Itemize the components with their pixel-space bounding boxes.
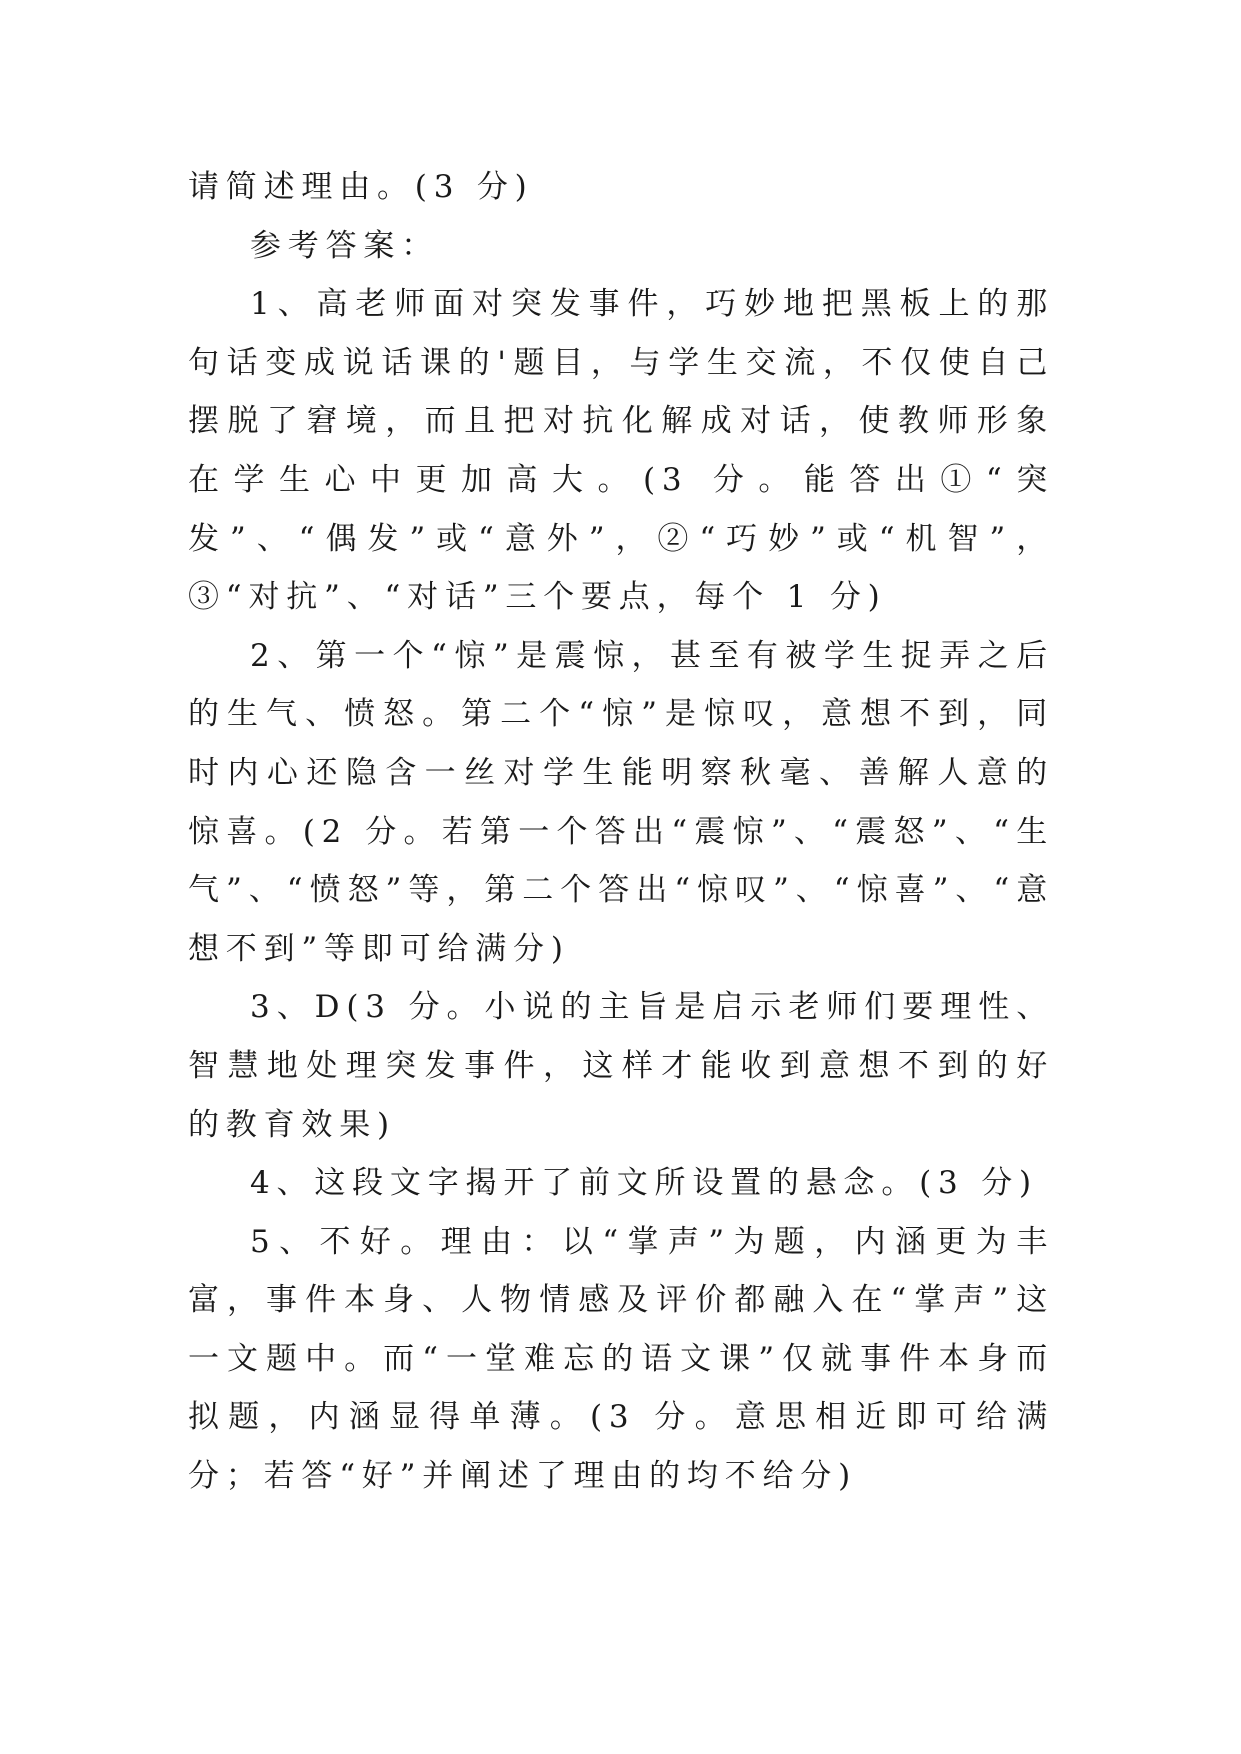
question-tail-paragraph: 请简述理由。(3 分) [188, 169, 534, 205]
answer-2-paragraph: 2、第一个“惊”是震惊，甚至有被学生捉弄之后的生气、愤怒。第二个“惊”是惊叹，意想不到，同时内心还隐含一丝对学生能明察秋毫、善解人意的惊喜。(2 分。若第一个答出“震惊”、“震怒”、“生气”、“愤怒”等，第二个答出“惊叹”、“惊喜”、“意想不到”等即可给满分) [188, 637, 1054, 967]
document-body [188, 158, 1054, 1506]
answer-key-heading: 参考答案： [250, 227, 439, 264]
answer-1-paragraph: 1、高老师面对突发事件，巧妙地把黑板上的那句话变成说话课的'题目，与学生交流，不仅使自己摆脱了窘境，而且把对抗化解成对话，使教师形象在学生心中更加高大。(3 分。能答出①“突发”、“偶发”或“意外”，②“巧妙”或“机智”，③“对抗”、“对话”三个要点，每个 1 分) [188, 286, 1054, 616]
answer-3-paragraph: 3、D(3 分。小说的主旨是启示老师们要理性、智慧地处理突发事件，这样才能收到意想不到的好的教育效果) [188, 989, 1054, 1143]
answer-5-paragraph: 5、不好。理由：以“掌声”为题，内涵更为丰富，事件本身、人物情感及评价都融入在“掌声”这一文题中。而“一堂难忘的语文课”仅就事件本身而拟题，内涵显得单薄。(3 分。意思相近即可给满分；若答“好”并阐述了理由的均不给分) [188, 1223, 1054, 1495]
answer-4-paragraph: 4、这段文字揭开了前文所设置的悬念。(3 分) [250, 1165, 1038, 1202]
